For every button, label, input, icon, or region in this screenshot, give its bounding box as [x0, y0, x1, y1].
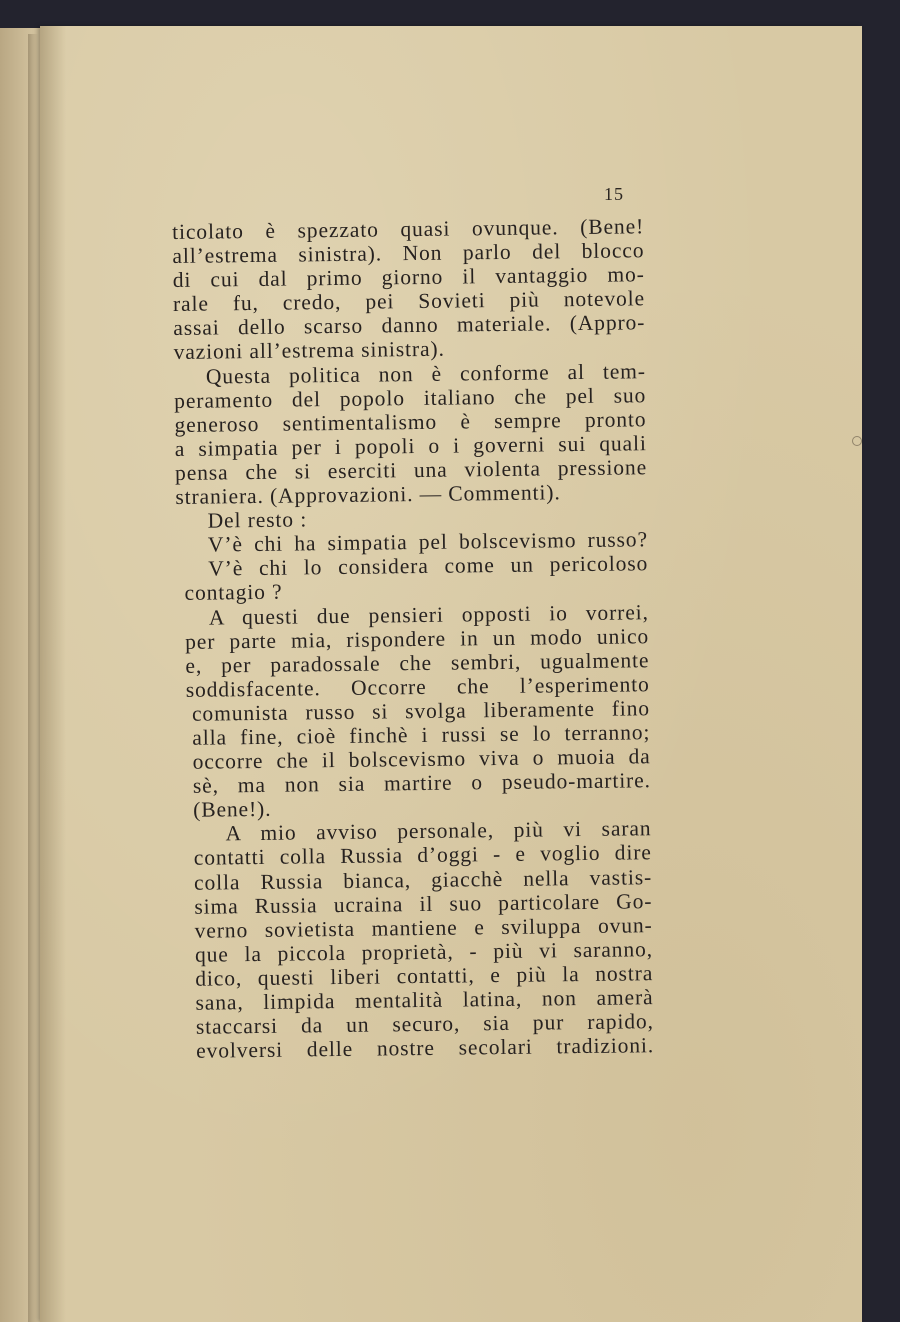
text-line: all’estrema sinistra). Non parlo del blocco — [172, 238, 645, 269]
text-line: A questi due pensieri opposti io vorrei, — [208, 599, 649, 630]
gutter-shadow — [40, 26, 66, 1322]
text-line: pensa che si eserciti una violenta pressione — [174, 455, 648, 485]
text-line: V’è chi ha simpatia pel bolscevismo russo? — [207, 527, 649, 557]
text-line: evolversi delle nostre secolari tradizioni. — [196, 1033, 655, 1063]
text-line: peramento del popolo italiano che pel suo — [174, 382, 647, 413]
text-line: e, per paradossale che sembri, ugualmente — [185, 647, 650, 678]
text-line: comunista russo si svolga liberamente fino — [191, 696, 651, 726]
body-text — [172, 214, 654, 1063]
text-line: colla Russia bianca, giacchè nella vastis- — [193, 864, 653, 895]
facing-page-shadow — [28, 34, 38, 1322]
text-line: vazioni all’estrema sinistra). — [173, 337, 445, 365]
page-number: 15 — [604, 184, 624, 204]
text-line: straniera. (Approvazioni. — Commenti). — [175, 480, 561, 510]
text-line: V’è chi lo considera come un pericoloso — [208, 551, 649, 581]
text-line: di cui dal primo giorno il vantaggio mo- — [172, 262, 645, 293]
text-line: sè, ma non sia martire o pseudo-martire. — [192, 768, 652, 798]
text-line: soddisfacente. Occorre che l’esperimento — [185, 671, 650, 702]
text-line: sana, limpida mentalità latina, non amerà — [195, 985, 654, 1015]
page-speck — [852, 436, 862, 446]
text-line: occorre che il bolscevismo viva o muoia da — [192, 744, 651, 774]
text-line: per parte mia, rispondere in un modo unico — [185, 623, 650, 654]
text-line: assai dello scarso danno materiale. (Appro- — [173, 310, 646, 341]
text-line: (Bene!). — [193, 797, 272, 823]
text-line: generoso sentimentalismo è sempre pronto — [174, 406, 647, 437]
text-line: contagio ? — [184, 580, 283, 606]
text-line: ticolato è spezzato quasi ovunque. (Bene! — [172, 214, 645, 244]
text-line: rale fu, credo, pei Sovieti più notevole — [172, 286, 646, 317]
text-line: dico, questi liberi contatti, e più la nostra — [195, 961, 654, 991]
text-line: staccarsi da un securo, sia pur rapido, — [195, 1009, 654, 1039]
text-line: A mio avviso personale, più vi saran — [225, 816, 652, 846]
text-line: a simpatia per i popoli o i governi sui quali — [174, 431, 647, 461]
text-line: que la piccola proprietà, - più vi saranno, — [194, 936, 654, 967]
text-line: sima Russia ucraina il suo particolare Go- — [194, 888, 653, 919]
text-line: alla fine, cioè finchè i russi se lo terranno; — [192, 720, 651, 750]
text-line: verno sovietista mantiene e sviluppa ovun- — [194, 912, 653, 943]
text-line: Del resto : — [207, 507, 308, 533]
text-line: contatti colla Russia d’oggi - e voglio dire — [193, 840, 652, 871]
text-line: Questa politica non è conforme al tem- — [205, 358, 647, 389]
